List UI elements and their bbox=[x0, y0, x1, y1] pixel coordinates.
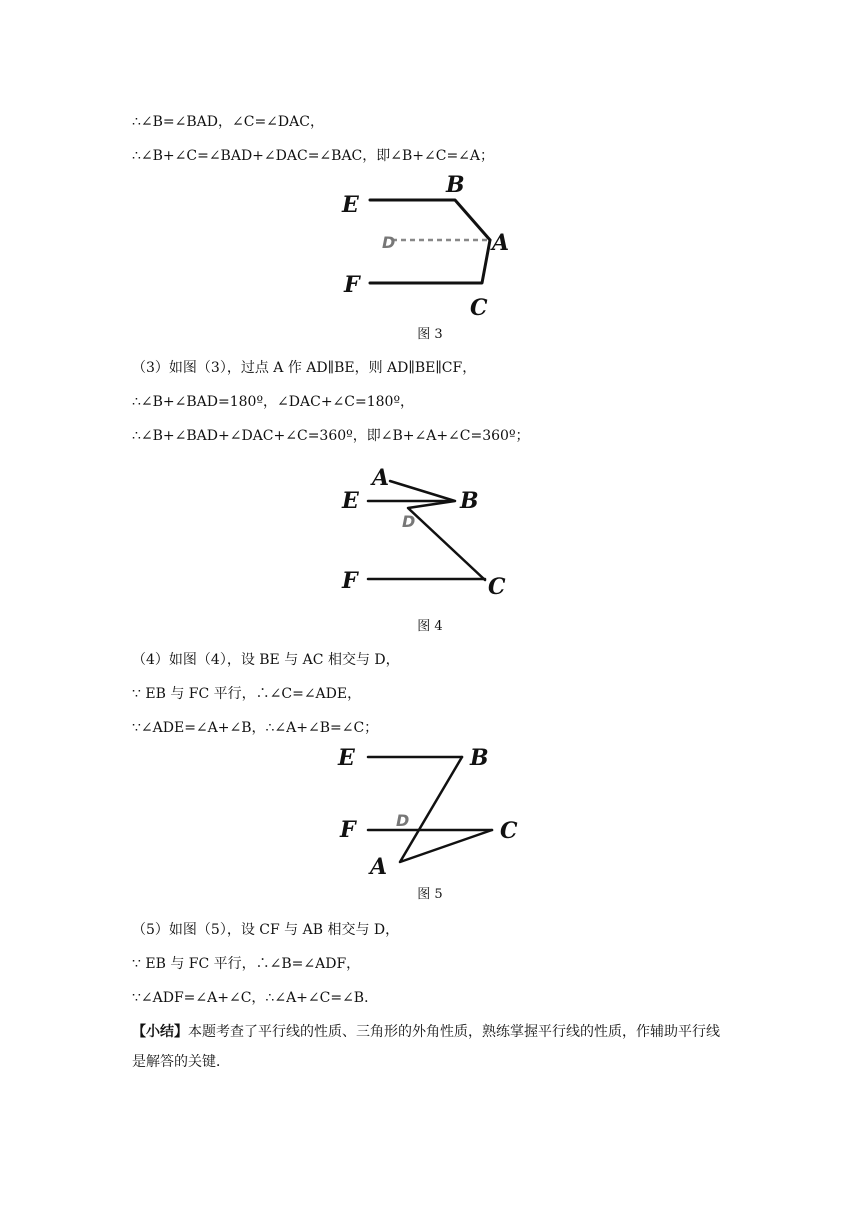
fig5-label-f: F bbox=[340, 817, 356, 843]
text-line-10: ∵ EB 与 FC 平行，∴∠B=∠ADF， bbox=[132, 956, 361, 972]
summary-text: 本题考查了平行线的性质、三角形的外角性质，熟练掌握平行线的性质，作辅助平行线是解答的关键． bbox=[132, 1024, 720, 1070]
fig4-label-f: F bbox=[342, 568, 358, 594]
fig4-label-a: A bbox=[372, 465, 390, 491]
text-line-7: ∵ EB 与 FC 平行，∴∠C=∠ADE， bbox=[132, 686, 362, 702]
fig3-label-f: F bbox=[344, 272, 360, 298]
fig5-triangle bbox=[400, 757, 492, 862]
fig5-label-e: E bbox=[338, 745, 355, 771]
figure-5-caption: 图 5 bbox=[417, 887, 443, 902]
figure-3-caption: 图 3 bbox=[417, 327, 443, 342]
text-line-11: ∵∠ADF=∠A+∠C，∴∠A+∠C=∠B． bbox=[132, 990, 379, 1006]
fig5-label-a: A bbox=[370, 854, 388, 880]
text-line-2: ∴∠B+∠C=∠BAD+∠DAC=∠BAC，即∠B+∠C=∠A； bbox=[132, 148, 495, 164]
fig3-label-d: D bbox=[382, 233, 396, 252]
fig4-label-d: D bbox=[402, 512, 416, 531]
text-line-1: ∴∠B=∠BAD，∠C=∠DAC， bbox=[132, 114, 324, 130]
fig4-label-c: C bbox=[488, 574, 506, 600]
fig5-label-c: C bbox=[500, 818, 518, 844]
fig3-label-e: E bbox=[342, 192, 359, 218]
text-line-9: （5）如图（5），设 CF 与 AB 相交与 D， bbox=[132, 922, 400, 938]
fig5-label-d: D bbox=[396, 811, 410, 830]
summary-tag: 【小结】 bbox=[132, 1024, 188, 1040]
fig4-label-e: E bbox=[342, 488, 359, 514]
figure-4 bbox=[330, 458, 530, 608]
fig5-label-b: B bbox=[470, 745, 489, 771]
text-line-3: （3）如图（3），过点 A 作 AD∥BE，则 AD∥BE∥CF， bbox=[132, 360, 477, 376]
fig3-label-a: A bbox=[492, 230, 510, 256]
fig3-label-b: B bbox=[446, 172, 465, 198]
text-line-4: ∴∠B+∠BAD=180º，∠DAC+∠C=180º， bbox=[132, 394, 415, 410]
text-line-8: ∵∠ADE=∠A+∠B，∴∠A+∠B=∠C； bbox=[132, 720, 379, 736]
summary-paragraph bbox=[132, 1017, 732, 1077]
figure-5 bbox=[330, 740, 530, 880]
text-line-5: ∴∠B+∠BAD+∠DAC+∠C=360º，即∠B+∠A+∠C=360º； bbox=[132, 428, 530, 444]
fig4-label-b: B bbox=[460, 488, 479, 514]
figure-3 bbox=[330, 170, 530, 320]
fig3-label-c: C bbox=[470, 295, 488, 321]
figure-4-caption: 图 4 bbox=[417, 619, 443, 634]
text-line-6: （4）如图（4），设 BE 与 AC 相交与 D， bbox=[132, 652, 400, 668]
